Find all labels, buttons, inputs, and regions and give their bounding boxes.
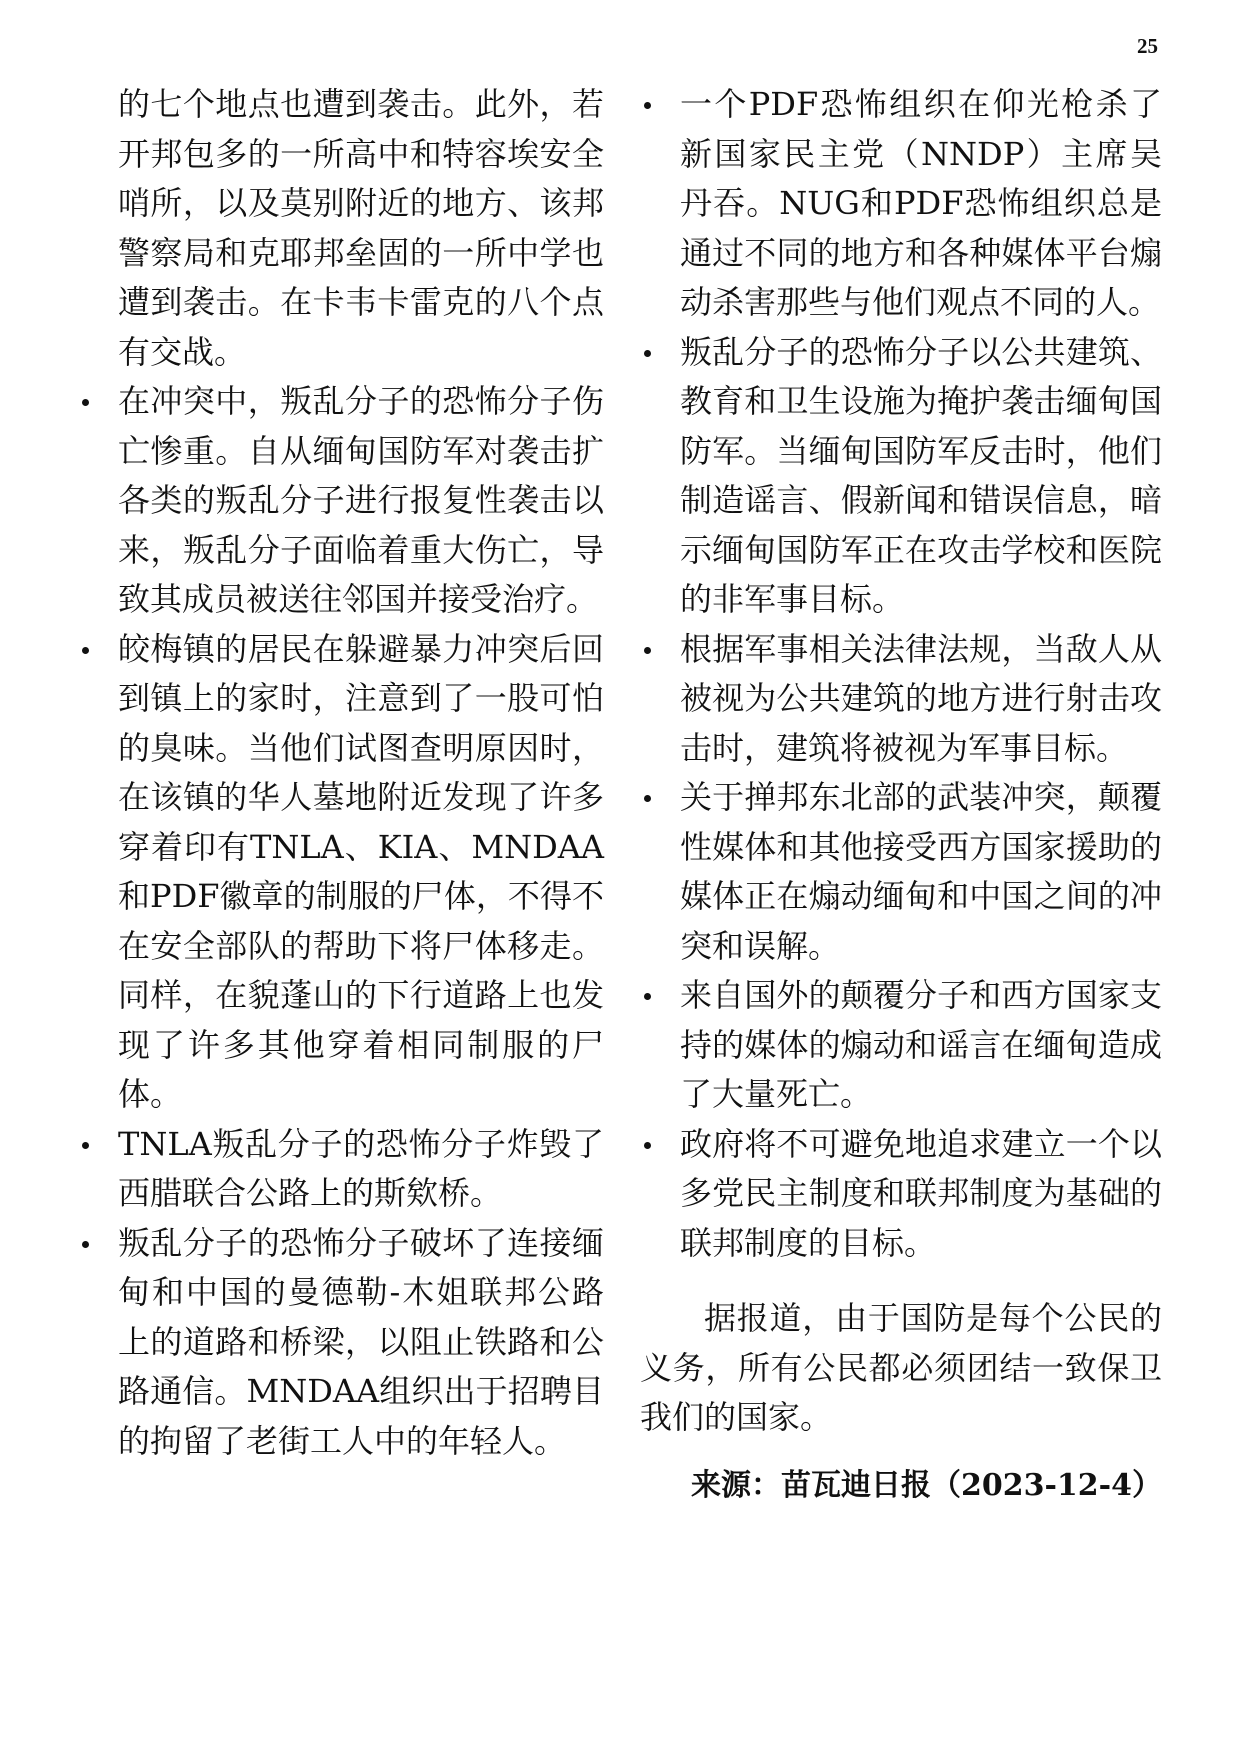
list-item-text: 在冲突中，叛乱分子的恐怖分子伤亡惨重。自从缅甸国防军对袭击扩各类的叛乱分子进行报复性袭击以来，叛乱分子面临着重大伤亡，导致其成员被送往邻国并接受治疗。 (118, 382, 604, 618)
source-citation: 来源：苗瓦迪日报（2023-12-4） (690, 1467, 1162, 1503)
bullet-icon (644, 102, 651, 109)
list-item-text: 根据军事相关法律法规，当敌人从被视为公共建筑的地方进行射击攻击时，建筑将被视为军事目标。 (680, 629, 1162, 767)
list-item (680, 773, 1162, 971)
list-item-text: 来自国外的颠覆分子和西方国家支持的媒体的煽动和谣言在缅甸造成了大量死亡。 (680, 976, 1162, 1113)
list-item (680, 971, 1162, 1120)
list-item-text: 皎梅镇的居民在躲避暴力冲突后回到镇上的家时，注意到了一股可怕的臭味。当他们试图查明原因时，在该镇的华人墓地附近发现了许多穿着印有TNLA、KIA、MNDAA和PDF徽章的制服的尸体，不得不在安全部队的帮助下将尸体移走。同样，在貌蓬山的下行道路上也发现了许多其他穿着相同制服的尸体。 (118, 629, 604, 1113)
bullet-icon (82, 1241, 89, 1248)
list-item-text: 关于掸邦东北部的武装冲突，颠覆性媒体和其他接受西方国家援助的媒体正在煽动缅甸和中国之间的冲突和误解。 (680, 778, 1162, 965)
right-column (640, 80, 1162, 1510)
left-column (118, 80, 604, 1466)
list-item (118, 1219, 604, 1467)
list-item (118, 1120, 604, 1219)
list-item (680, 1120, 1162, 1269)
bullet-icon (82, 1142, 89, 1149)
list-item (118, 377, 604, 625)
list-item-text: 政府将不可避免地追求建立一个以多党民主制度和联邦制度为基础的联邦制度的目标。 (680, 1124, 1162, 1262)
page-number: 25 (1137, 34, 1158, 58)
list-item (680, 328, 1162, 625)
list-item-text: 叛乱分子的恐怖分子破坏了连接缅甸和中国的曼德勒-木姐联邦公路上的道路和桥梁，以阻止铁路和公路通信。MNDAA组织出于招聘目的拘留了老街工人中的年轻人。 (118, 1223, 604, 1460)
bullet-icon (644, 647, 651, 654)
bullet-icon (82, 399, 89, 406)
list-item (680, 80, 1162, 328)
right-bullet-list (680, 80, 1162, 1268)
list-item (118, 625, 604, 1120)
left-bullet-list (118, 377, 604, 1466)
bullet-icon (644, 993, 651, 1000)
list-item-text: 一个PDF恐怖组织在仰光枪杀了新国家民主党（NNDP）主席吴丹吞。NUG和PDF恐怖组织总是通过不同的地方和各种媒体平台煽动杀害那些与他们观点不同的人。 (680, 85, 1162, 321)
list-item-text: TNLA叛乱分子的恐怖分子炸毁了西腊联合公路上的斯欸桥。 (118, 1124, 604, 1212)
closing-paragraph: 据报道，由于国防是每个公民的义务，所有公民都必须团结一致保卫我们的国家。 (640, 1299, 1162, 1436)
list-item (680, 625, 1162, 774)
bullet-icon (644, 1142, 651, 1149)
bullet-icon (644, 795, 651, 802)
list-item-text: 叛乱分子的恐怖分子以公共建筑、教育和卫生设施为掩护袭击缅甸国防军。当缅甸国防军反击时，他们制造谣言、假新闻和错误信息，暗示缅甸国防军正在攻击学校和医院的非军事目标。 (680, 332, 1162, 618)
bullet-icon (644, 350, 651, 357)
bullet-icon (82, 647, 89, 654)
lead-paragraph: 的七个地点也遭到袭击。此外，若开邦包多的一所高中和特容埃安全哨所，以及莫别附近的地方、该邦警察局和克耶邦垒固的一所中学也遭到袭击。在卡韦卡雷克的八个点有交战。 (118, 85, 604, 371)
